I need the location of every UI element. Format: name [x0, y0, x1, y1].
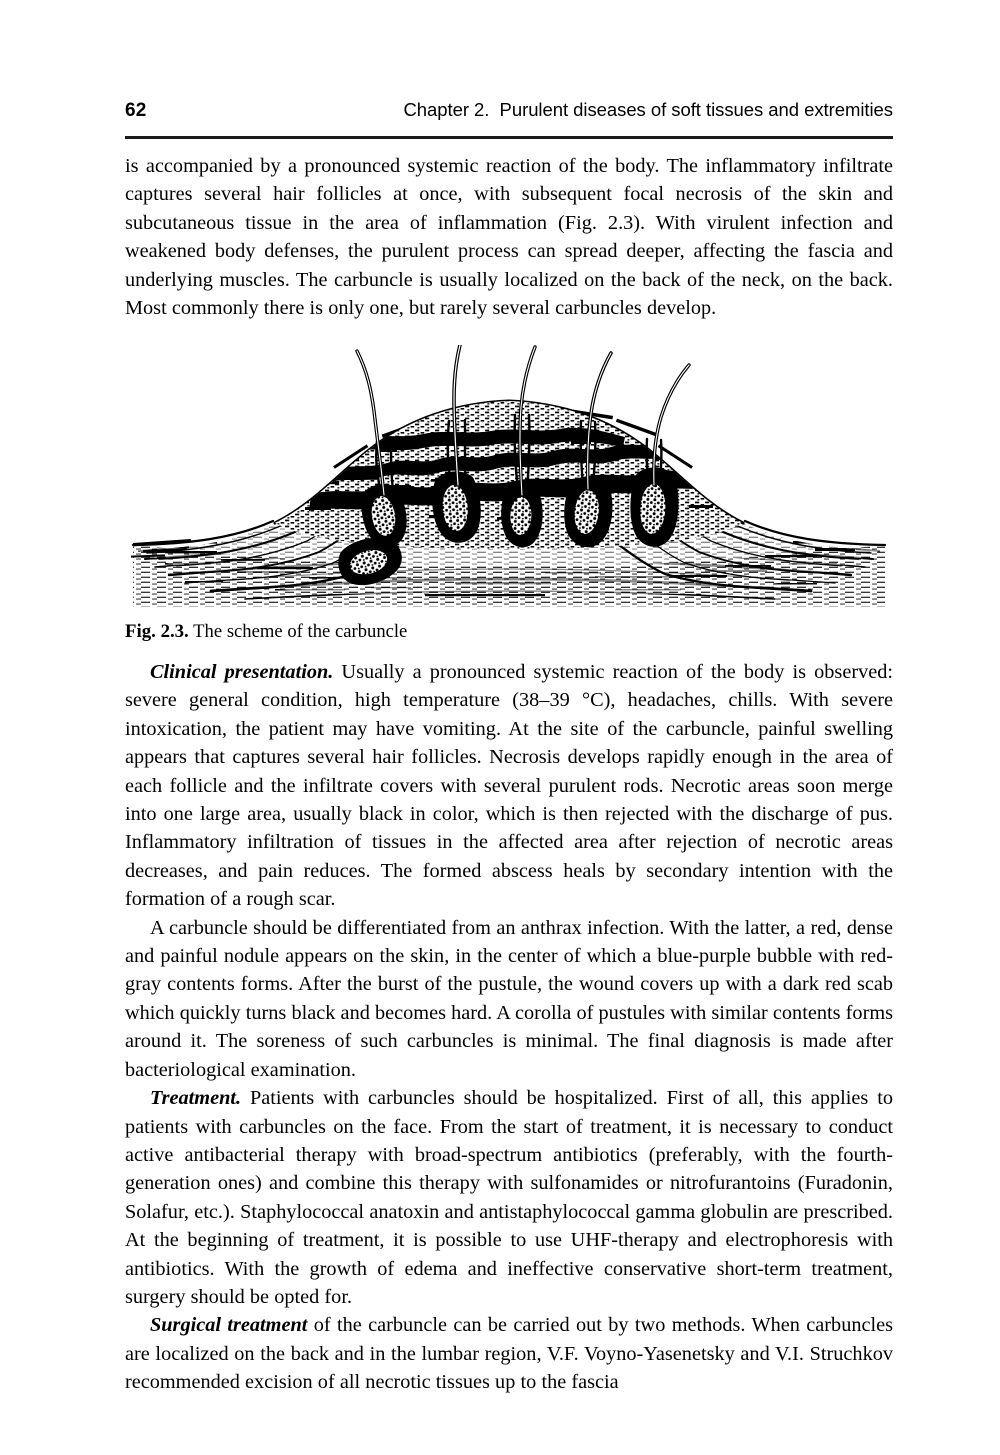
treatment-heading: Treatment.	[150, 1087, 242, 1110]
body-column-top	[125, 152, 893, 322]
figure-caption-text: The scheme of the carbuncle	[188, 621, 408, 642]
paragraph-surgical-treatment	[125, 1311, 893, 1396]
running-head-title: Chapter 2. Purulent diseases of soft tissues and extremities	[403, 99, 893, 120]
figure-carbuncle-scheme	[125, 345, 893, 610]
paragraph-treatment	[125, 1084, 893, 1311]
running-head	[125, 101, 893, 131]
clinical-presentation-heading: Clinical presentation.	[150, 661, 334, 683]
page-number: 62	[125, 100, 147, 121]
paragraph-intro: is accompanied by a pronounced systemic reaction of the body. The inflammatory infiltrate captures several hair follicles at once, with subsequent focal necrosis of the skin and subcutaneous tissue in the area of inflammation (Fig. 2.3). With virulent infection and weakened body defenses, the purulent process can spread deeper, affecting the fascia and underlying muscles. The carbuncle is usually localized on the back of the neck, on the back. Most commonly there is only one, but rarely several carbuncles develop.	[125, 155, 893, 320]
figure-caption	[125, 620, 893, 644]
carbuncle-illustration	[125, 345, 893, 610]
paragraph-clinical-presentation	[125, 658, 893, 914]
treatment-text: Patients with carbuncles should be hospitalized. First of all, this applies to patients with carbuncles on the face. From the start of treatment, it is necessary to conduct active antibacterial therapy with broad-spectrum antibiotics (preferably, with the fourth-generation ones) and combine this therapy with sulfonamides or nitrofurantoins (Furadonin, Solafur, etc.). Staphylococcal anatoxin and antistaphylococcal gamma globulin are prescribed. At the beginning of treatment, it is possible to use UHF-therapy and electrophoresis with antibiotics. With the growth of edema and ineffective conservative short-term treatment, surgery should be opted for.	[125, 1087, 893, 1308]
clinical-presentation-text: Usually a pronounced systemic reaction of the body is observed: severe general condition, high temperature (38–39 °C), headaches, chills. With severe intoxication, the patient may have vomiting. At the site of the carbuncle, painful swelling appears that captures several hair follicles. Necrosis develops rapidly enough in the area of each follicle and the infiltrate covers with several purulent rods. Necrotic areas soon merge into one large area, usually black in color, which is then rejected with the discharge of pus. Inflammatory infiltration of tissues in the affected area after rejection of necrotic areas decreases, and pain reduces. The formed abscess heals by secondary intention with the formation of a rough scar.	[125, 661, 893, 911]
surgical-treatment-heading: Surgical treatment	[150, 1314, 308, 1337]
paragraph-anthrax-differential: A carbuncle should be differentiated from an anthrax infection. With the latter, a red, dense and painful nodule appears on the skin, in the center of which a blue-purple bubble with red-gray contents forms. After the burst of the pustule, the wound covers up with a dark red scab which quickly turns black and becomes hard. A corolla of pustules with similar contents forms around it. The soreness of such carbuncles is minimal. The final diagnosis is made after bacteriological examination.	[125, 916, 893, 1081]
body-column-main	[125, 658, 893, 1397]
figure-caption-line	[125, 620, 893, 644]
figure-label: Fig. 2.3.	[125, 621, 189, 642]
running-head-rule	[125, 136, 893, 139]
surgical-treatment-text: of the carbuncle can be carried out by two methods. When carbuncles are localized on the back and in the lumbar region, V.F. Voyno-Yasenetsky and V.I. Struchkov recommended excision of all necrotic tissues up to the fascia	[125, 1314, 894, 1394]
